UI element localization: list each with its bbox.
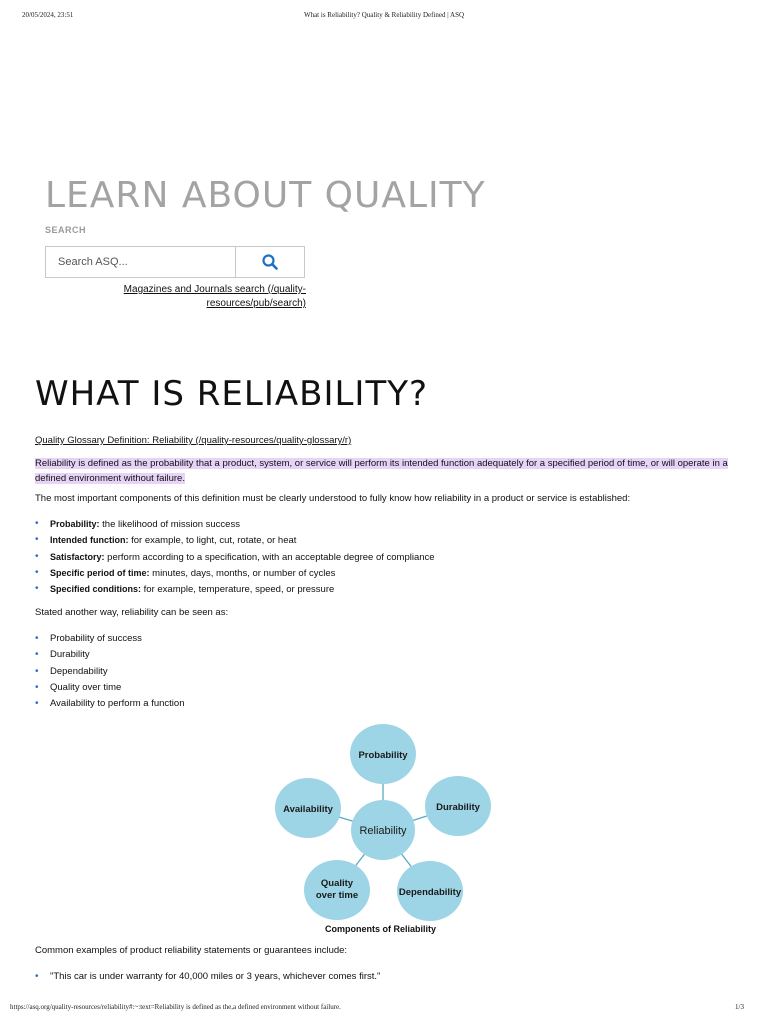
search-button[interactable] xyxy=(236,247,304,277)
seen-as-list xyxy=(35,631,184,712)
seen-as-intro: Stated another way, reliability can be seen as: xyxy=(35,607,229,618)
page-title: WHAT IS RELIABILITY? xyxy=(35,374,429,414)
print-date: 20/05/2024, 23:51 xyxy=(22,11,74,19)
reliability-components-diagram xyxy=(270,720,500,938)
diagram-caption: Components of Reliability xyxy=(325,924,437,934)
list-item: • "This car is under warranty for 40,000 miles or 3 years, whichever comes first." xyxy=(35,969,380,985)
list-item: • Quality over time xyxy=(35,680,184,696)
magazines-journals-search-link[interactable]: Magazines and Journals search (/quality-resources/pub/search) xyxy=(123,284,306,309)
label-dependability: Dependability xyxy=(398,887,462,898)
list-item: • Probability of success xyxy=(35,631,184,647)
list-item: • Satisfactory: perform according to a specification, with an acceptable degree of compliance xyxy=(35,549,435,565)
glossary-definition-link[interactable]: Quality Glossary Definition: Reliability (/quality-resources/quality-glossary/r) xyxy=(35,435,352,446)
list-item: • Availability to perform a function xyxy=(35,696,184,712)
list-item: • Dependability xyxy=(35,664,184,680)
components-intro: The most important components of this definition must be clearly understood to fully know how reliability in a product or service is established: xyxy=(35,493,631,504)
print-page-title: What is Reliability? Quality & Reliability Defined | ASQ xyxy=(303,11,465,19)
search-icon xyxy=(262,254,278,270)
label-probability: Probability xyxy=(358,750,408,761)
list-item: • Specific period of time: minutes, days, months, or number of cycles xyxy=(35,565,435,581)
print-page-number: 1/3 xyxy=(735,1003,744,1011)
print-url: https://asq.org/quality-resources/reliability#:~:text=Reliability is defined as the,a defined environment without failure. xyxy=(10,1003,341,1011)
list-item: • Specified conditions: for example, temperature, speed, or pressure xyxy=(35,581,435,597)
definition-paragraph xyxy=(35,456,735,486)
section-heading: LEARN ABOUT QUALITY xyxy=(45,175,486,216)
list-item: • Intended function: for example, to light, cut, rotate, or heat xyxy=(35,532,435,548)
examples-list xyxy=(35,969,380,985)
highlighted-definition: Reliability is defined as the probability that a product, system, or service will perform its intended function adequately for a specified period of time, or will operate in a defined environment without failure. xyxy=(35,458,728,484)
label-availability: Availability xyxy=(283,804,333,815)
examples-intro: Common examples of product reliability statements or guarantees include: xyxy=(35,945,348,956)
label-quality-over-time: Quality over time xyxy=(315,878,359,901)
list-item: • Durability xyxy=(35,647,184,663)
label-reliability-center: Reliability xyxy=(359,825,407,837)
search-input[interactable] xyxy=(46,247,236,277)
label-durability: Durability xyxy=(436,802,480,813)
search-bar xyxy=(45,246,305,278)
components-list xyxy=(35,516,435,597)
list-item: • Probability: the likelihood of mission success xyxy=(35,516,435,532)
search-label: SEARCH xyxy=(45,225,87,235)
